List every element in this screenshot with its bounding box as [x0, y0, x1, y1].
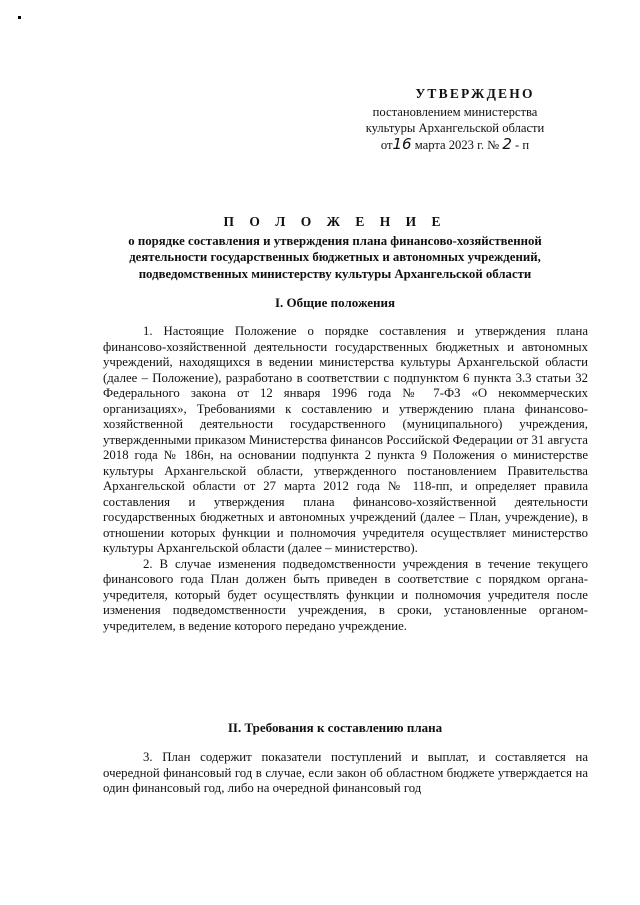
section-1-body	[103, 324, 588, 634]
title-line-2: деятельности государственных бюджетных и автономных учреждений,	[129, 250, 541, 264]
section-heading-2: II. Требования к составлению плана	[227, 720, 443, 735]
approval-date	[325, 136, 585, 153]
date-prefix: от	[380, 138, 393, 152]
title-line-3: подведомственных министерству культуры Архангельской области	[138, 266, 532, 281]
approval-line-1: постановлением министерства	[372, 105, 538, 119]
number-suffix: - п	[515, 138, 530, 152]
approval-stamp	[325, 86, 585, 153]
paragraph-3: 3. План содержит показатели поступлений и выплат, и составляется на очередной финансовый год в случае, если закон об областном бюджете утверждается на один финансовый год, либо на очередной финансовый год	[103, 750, 588, 795]
handwritten-day: 16	[392, 135, 412, 153]
paragraph-2: 2. В случае изменения подведомственности учреждения в течение текущего финансового года План должен быть приведен в соответствие с порядком органа-учредителя, который будет осуществлять функции и полномочия учредителя после изменения подведомственности учреждения, в сроки, установленные органом-учредителем, в ведение которого передано учреждение.	[103, 556, 588, 633]
scan-speck	[18, 16, 21, 19]
approval-heading: УТВЕРЖДЕНО	[415, 86, 535, 101]
paragraph-1: 1. Настоящие Положение о порядке составления и утверждения плана финансово-хозяйственной деятельности государственных бюджетных и автономных учреждений, находящихся в ведении министерства культуры Архангельской области (далее – Положение), разработано в соответствии с подпунктом 6 пункта 3.3 статьи 32 Федерального закона от 12 января 1996 года № 7-ФЗ «О некоммерческих организациях», Требованиями к составлению и утверждению плана финансово-хозяйственной деятельности государственного (муниципального) учреждения, утвержденными приказом Министерства финансов Российской Федерации от 31 августа 2018 года № 186н, на основании подпункта 2 пункта 9 Положения о министерстве культуры Архангельской области, утвержденного постановлением Правительства Архангельской области от 27 марта 2012 года № 118-пп, и определяет правила составления и утверждения плана финансово-хозяйственной деятельности государственных бюджетных и автономных учреждений (далее – План, учреждение), в отношении которых функции и полномочия учредителя осуществляет министерство культуры Архангельской области (далее – министерство).	[103, 324, 588, 555]
approval-line-2: культуры Архангельской области	[365, 121, 545, 135]
document-title	[95, 214, 575, 282]
section-heading-1: I. Общие положения	[275, 295, 395, 310]
title-line-1: о порядке составления и утверждения плана финансово-хозяйственной	[128, 233, 542, 248]
handwritten-number: 2	[502, 135, 512, 153]
section-2-body	[103, 750, 588, 797]
title-word: П О Л О Ж Е Н И Е	[223, 214, 447, 229]
date-rest: марта 2023 г. №	[414, 138, 500, 152]
